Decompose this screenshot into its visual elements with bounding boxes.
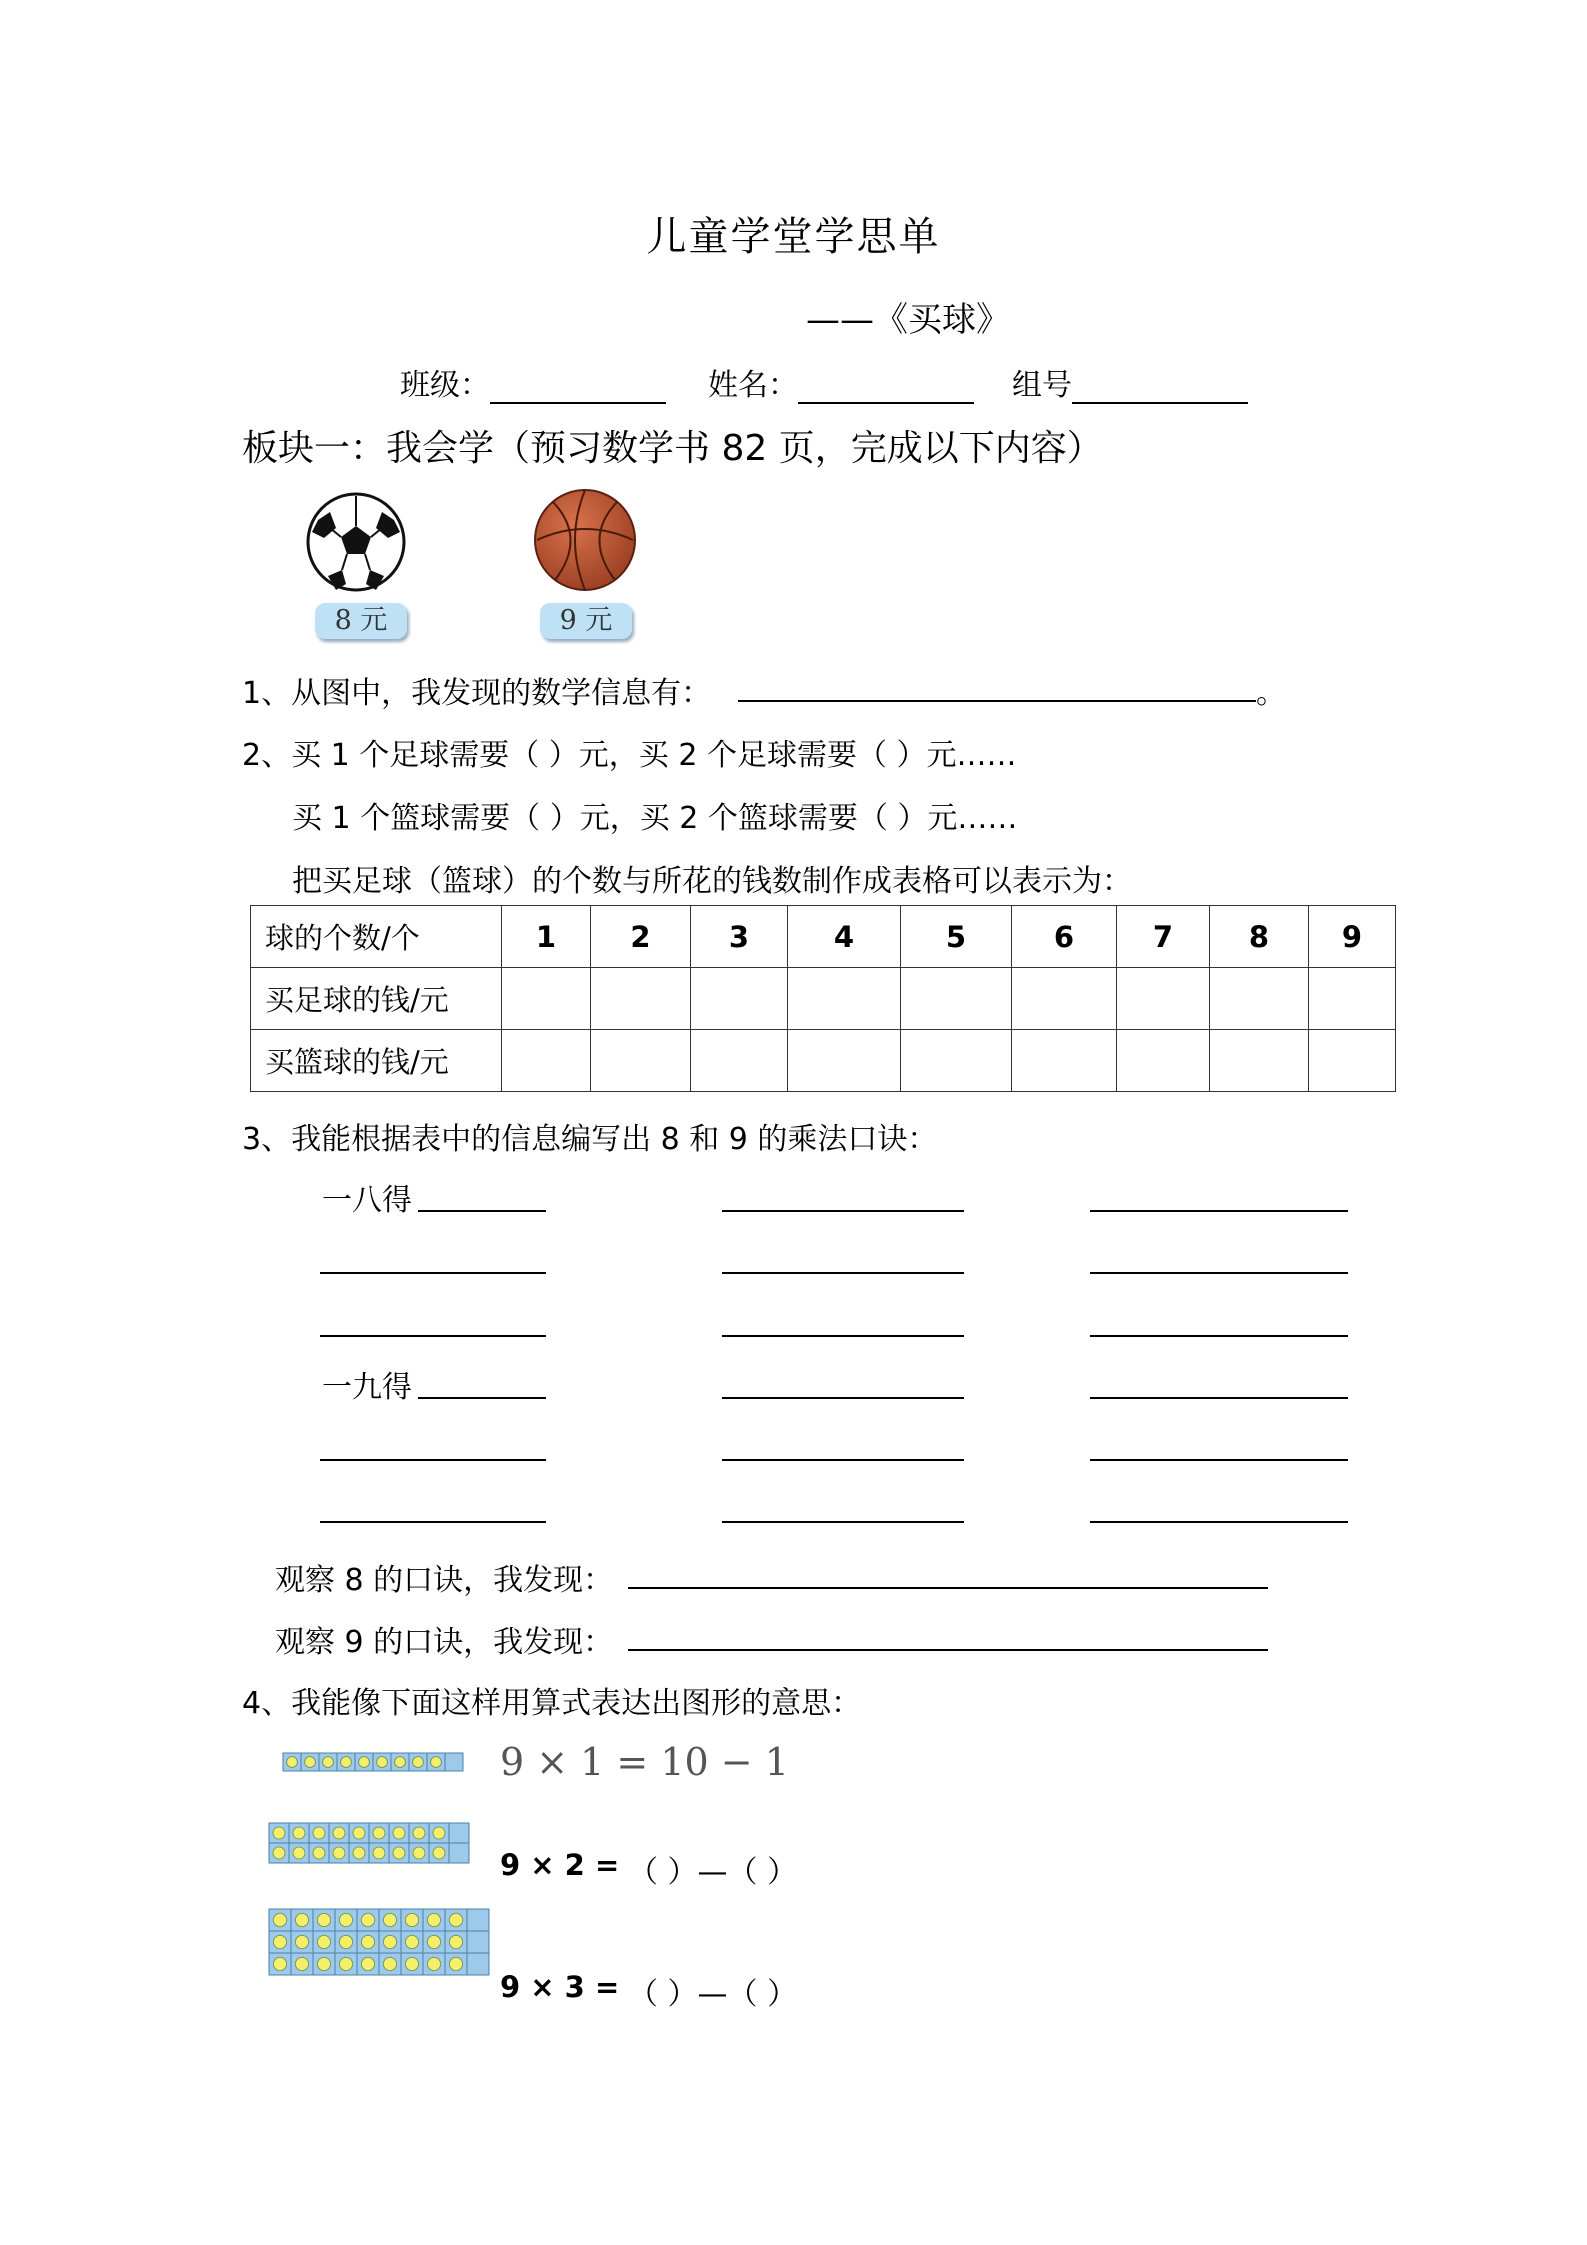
- answer-9x3[interactable]: （ ）—（ ）: [628, 1977, 798, 2012]
- grid-dot: [405, 1935, 418, 1948]
- grid-dot: [295, 1957, 308, 1970]
- grid-dot: [383, 1913, 396, 1926]
- table-cell[interactable]: [788, 968, 901, 1030]
- rhyme-answer-line[interactable]: [722, 1459, 964, 1461]
- table-header-cell: 6: [1012, 906, 1117, 968]
- basketball-price-tag: 9 元: [540, 603, 632, 639]
- grid-dot: [449, 1913, 462, 1926]
- q1-end: 。: [1256, 676, 1286, 711]
- table-cell[interactable]: [788, 1030, 901, 1092]
- grid-dot: [361, 1913, 374, 1926]
- grid-dot: [413, 1757, 424, 1768]
- grid-dot: [449, 1957, 462, 1970]
- table-cell[interactable]: [1309, 1030, 1396, 1092]
- table-header-cell: 3: [691, 906, 788, 968]
- table-cell[interactable]: [691, 1030, 788, 1092]
- grid-2-row-icon: [268, 1822, 478, 1872]
- table-header-cell: 1: [502, 906, 591, 968]
- table-cell[interactable]: [1012, 968, 1117, 1030]
- grid-dot: [427, 1935, 440, 1948]
- table-cell[interactable]: [1210, 968, 1309, 1030]
- section-heading: 板块一：我会学（预习数学书 82 页，完成以下内容）: [242, 428, 1103, 469]
- grid-dot: [359, 1757, 370, 1768]
- name-label: 姓名：: [708, 368, 798, 403]
- class-input-line[interactable]: [490, 402, 666, 404]
- table-header-label: 球的个数/个: [251, 906, 502, 968]
- grid-dot: [353, 1827, 365, 1839]
- class-field: [400, 360, 666, 404]
- grid-dot: [361, 1957, 374, 1970]
- grid-cell: [449, 1823, 469, 1843]
- table-header-cell: 8: [1210, 906, 1309, 968]
- grid-dot: [373, 1827, 385, 1839]
- rhyme-answer-line[interactable]: [722, 1210, 964, 1212]
- rhyme-9-start: 一九得: [322, 1370, 412, 1405]
- table-header-cell: 7: [1117, 906, 1210, 968]
- question-4: 4、我能像下面这样用算式表达出图形的意思：: [242, 1686, 862, 1721]
- rhyme-answer-line[interactable]: [722, 1335, 964, 1337]
- table-cell[interactable]: [1117, 968, 1210, 1030]
- grid-dot: [313, 1827, 325, 1839]
- group-field: [1012, 360, 1248, 404]
- grid-dot: [431, 1757, 442, 1768]
- grid-cell: [467, 1931, 489, 1953]
- rhyme-answer-line[interactable]: [1090, 1521, 1348, 1523]
- grid-dot: [449, 1935, 462, 1948]
- class-label: 班级：: [400, 368, 490, 403]
- grid-dot: [393, 1827, 405, 1839]
- grid-dot: [273, 1935, 286, 1948]
- grid-dot: [273, 1827, 285, 1839]
- example-formula: 9 × 1 = 10 − 1: [500, 1740, 789, 1784]
- rhyme-answer-line[interactable]: [320, 1335, 546, 1337]
- grid-dot: [305, 1757, 316, 1768]
- table-cell[interactable]: [591, 968, 691, 1030]
- table-row-label: 买足球的钱/元: [251, 968, 502, 1030]
- q1-answer-line[interactable]: [738, 700, 1256, 702]
- rhyme-answer-line[interactable]: [1090, 1272, 1348, 1274]
- table-cell[interactable]: [1210, 1030, 1309, 1092]
- grid-dot: [317, 1913, 330, 1926]
- rhyme-answer-line[interactable]: [1090, 1335, 1348, 1337]
- answer-9x2[interactable]: （ ）—（ ）: [628, 1855, 798, 1890]
- grid-1-row-icon: [282, 1752, 468, 1778]
- grid-dot: [273, 1847, 285, 1859]
- grid-cell: [449, 1843, 469, 1863]
- table-cell[interactable]: [901, 1030, 1012, 1092]
- rhyme-answer-line[interactable]: [722, 1397, 964, 1399]
- table-cell[interactable]: [901, 968, 1012, 1030]
- grid-dot: [433, 1827, 445, 1839]
- grid-dot: [339, 1913, 352, 1926]
- price-table: [250, 905, 1396, 1092]
- grid-dot: [295, 1913, 308, 1926]
- table-cell[interactable]: [591, 1030, 691, 1092]
- page-title: 儿童学堂学思单: [646, 214, 941, 260]
- table-header-cell: 9: [1309, 906, 1396, 968]
- grid-dot: [361, 1935, 374, 1948]
- grid-dot: [383, 1957, 396, 1970]
- grid-dot: [395, 1757, 406, 1768]
- group-label: 组号: [1012, 368, 1072, 403]
- rhyme-answer-line[interactable]: [722, 1521, 964, 1523]
- grid-3-row-icon: [268, 1908, 490, 1984]
- grid-dot: [339, 1935, 352, 1948]
- grid-dot: [317, 1935, 330, 1948]
- grid-cell: [445, 1753, 463, 1771]
- rhyme-8-start: 一八得: [322, 1183, 412, 1218]
- observe-9-line[interactable]: [628, 1649, 1268, 1651]
- rhyme-answer-line[interactable]: [418, 1397, 546, 1399]
- grid-dot: [341, 1757, 352, 1768]
- grid-dot: [293, 1827, 305, 1839]
- rhyme-answer-line[interactable]: [1090, 1210, 1348, 1212]
- grid-dot: [413, 1847, 425, 1859]
- rhyme-answer-line[interactable]: [320, 1459, 546, 1461]
- observe-9-label: 观察 9 的口诀，我发现：: [275, 1625, 614, 1660]
- rhyme-answer-line[interactable]: [1090, 1397, 1348, 1399]
- question-1: 1、从图中，我发现的数学信息有：: [242, 676, 712, 711]
- grid-dot: [287, 1757, 298, 1768]
- question-2-line-3: 把买足球（篮球）的个数与所花的钱数制作成表格可以表示为：: [292, 864, 1132, 899]
- grid-cell: [467, 1953, 489, 1975]
- page-subtitle: ——《买球》: [806, 300, 1010, 340]
- name-input-line[interactable]: [798, 402, 974, 404]
- rhyme-answer-line[interactable]: [320, 1272, 546, 1274]
- grid-dot: [413, 1827, 425, 1839]
- grid-dot: [405, 1913, 418, 1926]
- rhyme-answer-line[interactable]: [722, 1272, 964, 1274]
- question-3: 3、我能根据表中的信息编写出 8 和 9 的乘法口诀：: [242, 1122, 938, 1157]
- grid-dot: [313, 1847, 325, 1859]
- table-header-cell: 2: [591, 906, 691, 968]
- grid-dot: [273, 1957, 286, 1970]
- grid-dot: [353, 1847, 365, 1859]
- grid-dot: [393, 1847, 405, 1859]
- grid-dot: [317, 1957, 330, 1970]
- grid-dot: [339, 1957, 352, 1970]
- group-input-line[interactable]: [1072, 402, 1248, 404]
- rhyme-answer-line[interactable]: [418, 1210, 546, 1212]
- name-field: [708, 360, 974, 404]
- grid-dot: [293, 1847, 305, 1859]
- soccer-price-tag: 8 元: [315, 603, 407, 639]
- rhyme-answer-line[interactable]: [1090, 1459, 1348, 1461]
- equation-9x2: 9 × 2 =: [500, 1848, 620, 1882]
- grid-dot: [405, 1957, 418, 1970]
- question-2-line-2: 买 1 个篮球需要（ ）元，买 2 个篮球需要（ ）元……: [292, 801, 1018, 836]
- table-header-cell: 4: [788, 906, 901, 968]
- table-header-cell: 5: [901, 906, 1012, 968]
- table-cell[interactable]: [502, 1030, 591, 1092]
- grid-dot: [323, 1757, 334, 1768]
- table-row-label: 买篮球的钱/元: [251, 1030, 502, 1092]
- grid-dot: [427, 1957, 440, 1970]
- table-cell[interactable]: [502, 968, 591, 1030]
- grid-cell: [467, 1909, 489, 1931]
- grid-dot: [295, 1935, 308, 1948]
- grid-dot: [433, 1847, 445, 1859]
- rhyme-answer-line[interactable]: [320, 1521, 546, 1523]
- grid-dot: [383, 1935, 396, 1948]
- table-row-soccer: [251, 968, 1396, 1030]
- grid-dot: [333, 1827, 345, 1839]
- table-cell[interactable]: [1012, 1030, 1117, 1092]
- table-row-basketball: [251, 1030, 1396, 1092]
- grid-dot: [373, 1847, 385, 1859]
- table-cell[interactable]: [691, 968, 788, 1030]
- table-cell[interactable]: [1117, 1030, 1210, 1092]
- question-2-line-1: 2、买 1 个足球需要（ ）元，买 2 个足球需要（ ）元……: [242, 738, 1017, 773]
- grid-dot: [377, 1757, 388, 1768]
- equation-9x3: 9 × 3 =: [500, 1970, 620, 2004]
- observe-8-line[interactable]: [628, 1587, 1268, 1589]
- grid-dot: [273, 1913, 286, 1926]
- grid-dot: [427, 1913, 440, 1926]
- table-cell[interactable]: [1309, 968, 1396, 1030]
- observe-8-label: 观察 8 的口诀，我发现：: [275, 1563, 614, 1598]
- grid-dot: [333, 1847, 345, 1859]
- table-header-row: [251, 906, 1396, 968]
